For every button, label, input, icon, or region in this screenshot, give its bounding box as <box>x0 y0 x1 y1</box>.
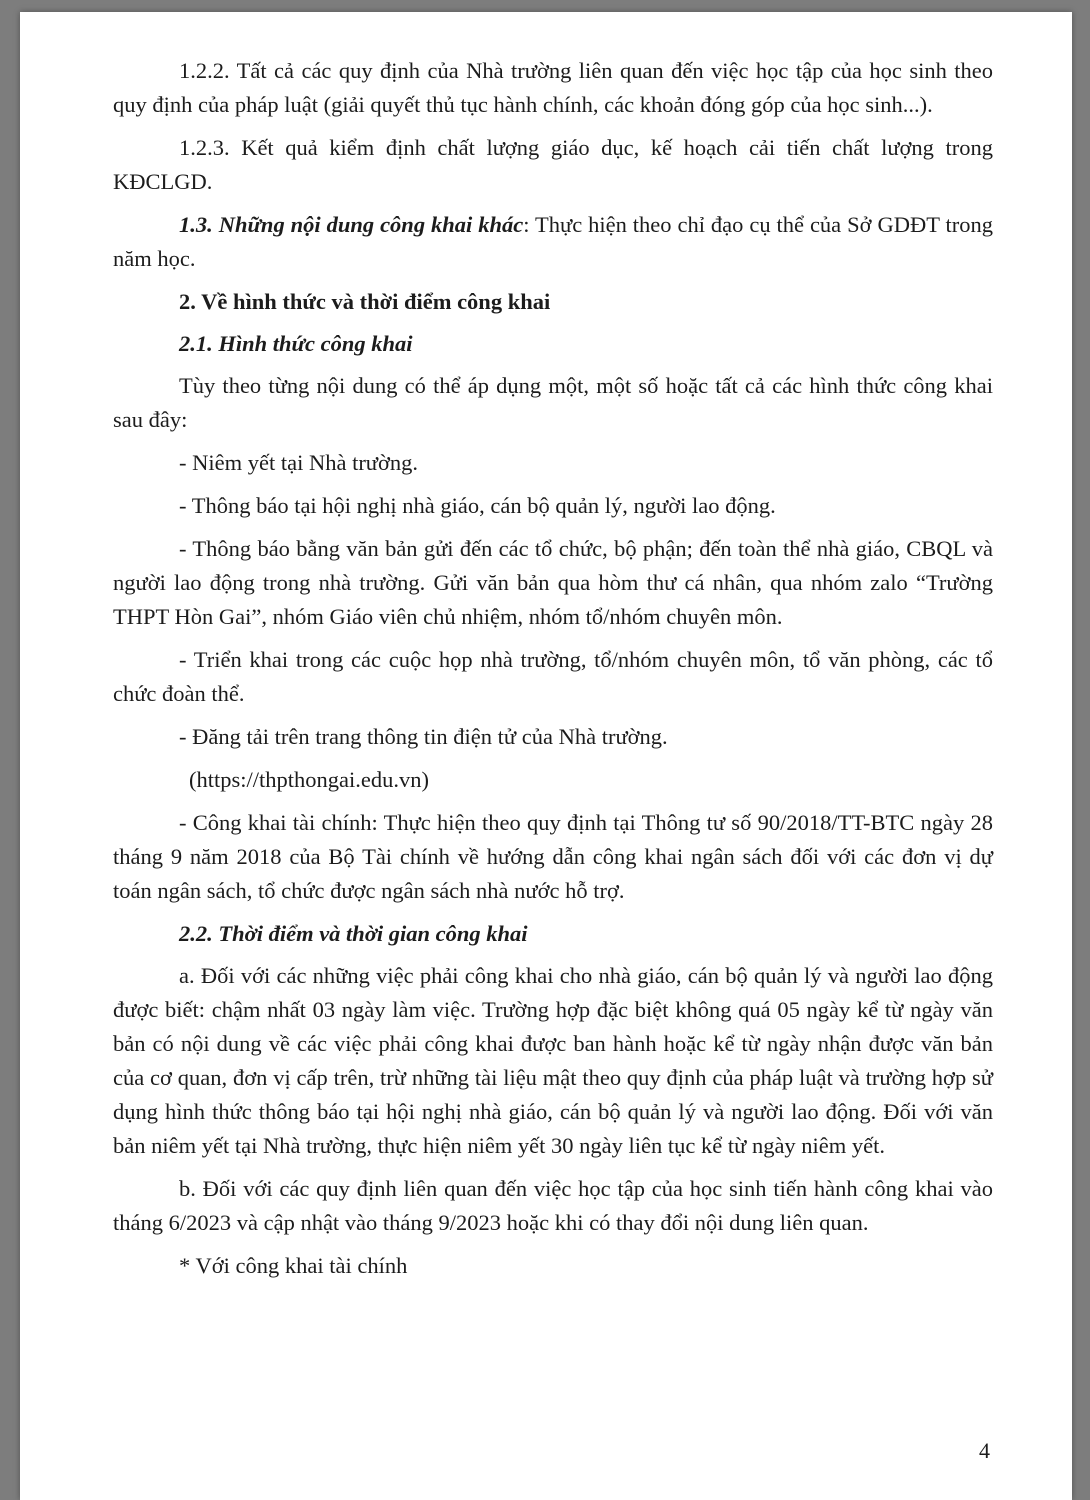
paragraph-finance-note: * Với công khai tài chính <box>179 1253 408 1278</box>
list-item: - Thông báo tại hội nghị nhà giáo, cán bộ quản lý, người lao động. <box>179 493 776 518</box>
paragraph-2-1-intro: Tùy theo từng nội dung có thể áp dụng một, một số hoặc tất cả các hình thức công khai sau đây: <box>113 373 993 432</box>
section-2-1-heading: 2.1. Hình thức công khai <box>179 331 413 356</box>
finance-item: - Công khai tài chính: Thực hiện theo quy định tại Thông tư số 90/2018/TT-BTC ngày 28 tháng 9 năm 2018 của Bộ Tài chính về hướng dẫn công khai ngân sách đối với các đơn vị dự toán ngân sách, tổ chức được ngân sách nhà nước hỗ trợ. <box>113 810 993 903</box>
list-item: - Đăng tải trên trang thông tin điện tử của Nhà trường. <box>179 724 668 749</box>
paragraph-2-2-b: b. Đối với các quy định liên quan đến việc học tập của học sinh tiến hành công khai vào tháng 6/2023 và cập nhật vào tháng 9/2023 hoặc khi có thay đổi nội dung liên quan. <box>113 1176 993 1235</box>
list-item: - Triển khai trong các cuộc họp nhà trường, tổ/nhóm chuyên môn, tổ văn phòng, các tổ chức đoàn thể. <box>113 647 993 706</box>
section-1-3-label: 1.3. Những nội dung công khai khác <box>179 212 524 237</box>
list-item: - Thông báo bằng văn bản gửi đến các tổ chức, bộ phận; đến toàn thể nhà giáo, CBQL và người lao động trong nhà trường. Gửi văn bản qua hòm thư cá nhân, qua nhóm zalo “Trường THPT Hòn Gai”, nhóm Giáo viên chủ nhiệm, nhóm tổ/nhóm chuyên môn. <box>113 536 993 629</box>
website-link[interactable]: (https://thpthongai.edu.vn) <box>189 767 429 792</box>
paragraph-1-2-3: 1.2.3. Kết quả kiểm định chất lượng giáo dục, kế hoạch cải tiến chất lượng trong KĐCLGD. <box>113 135 993 194</box>
section-2-2-heading: 2.2. Thời điểm và thời gian công khai <box>179 921 528 946</box>
document-page <box>20 12 1072 1500</box>
paragraph-1-2-2: 1.2.2. Tất cả các quy định của Nhà trường liên quan đến việc học tập của học sinh theo quy định của pháp luật (giải quyết thủ tục hành chính, các khoản đóng góp của học sinh...). <box>113 58 993 117</box>
paragraph-1-3 <box>113 208 993 276</box>
paragraph-2-2-a: a. Đối với các những việc phải công khai cho nhà giáo, cán bộ quản lý và người lao động được biết: chậm nhất 03 ngày làm việc. Trường hợp đặc biệt không quá 05 ngày kể từ ngày văn bản có nội dung về các việc phải công khai được ban hành hoặc kể từ ngày nhận được văn bản của cơ quan, đơn vị cấp trên, trừ những tài liệu mật theo quy định của pháp luật và trường hợp sử dụng hình thức thông báo tại hội nghị nhà giáo, cán bộ quản lý và người lao động. Đối với văn bản niêm yết tại Nhà trường, thực hiện niêm yết 30 ngày liên tục kể từ ngày niêm yết. <box>113 963 993 1158</box>
list-item: - Niêm yết tại Nhà trường. <box>179 450 419 475</box>
section-1-3-text: : Thực hiện theo chỉ đạo cụ thể của Sở GDĐT trong năm học. <box>113 212 993 271</box>
document-body <box>113 54 993 1292</box>
section-2-heading: 2. Về hình thức và thời điểm công khai <box>179 289 551 314</box>
page-number: 4 <box>979 1438 990 1463</box>
